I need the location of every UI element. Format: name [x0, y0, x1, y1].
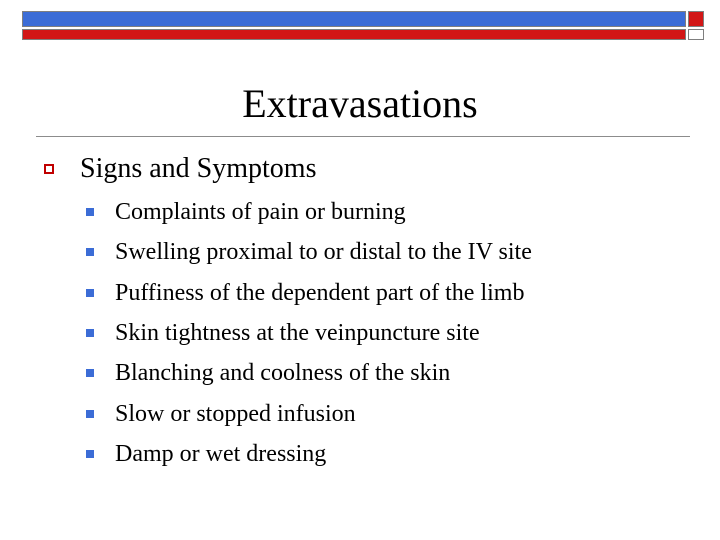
filled-square-bullet-icon	[86, 208, 94, 216]
filled-square-bullet-icon	[86, 410, 94, 418]
list-item-text: Slow or stopped infusion	[115, 400, 356, 427]
hollow-square-bullet-icon	[44, 164, 54, 174]
list-item	[86, 434, 706, 474]
slide-title: Extravasations	[242, 81, 478, 126]
filled-square-bullet-icon	[86, 289, 94, 297]
title-divider	[36, 136, 690, 137]
top-right-red-square	[688, 11, 704, 27]
list-item-text: Blanching and coolness of the skin	[115, 360, 451, 387]
filled-square-bullet-icon	[86, 248, 94, 256]
list-item	[86, 313, 706, 353]
bottom-right-white-square	[688, 29, 704, 40]
top-red-bar	[22, 29, 686, 40]
level1-bullet-item	[44, 150, 684, 188]
filled-square-bullet-icon	[86, 369, 94, 377]
symptom-list	[86, 192, 706, 474]
list-item	[86, 353, 706, 393]
list-item-text: Damp or wet dressing	[115, 440, 327, 467]
list-item	[86, 192, 706, 232]
list-item-text: Swelling proximal to or distal to the IV site	[115, 239, 532, 266]
list-item	[86, 273, 706, 313]
list-item-text: Skin tightness at the veinpuncture site	[115, 320, 480, 347]
list-item	[86, 232, 706, 272]
list-item	[86, 393, 706, 433]
filled-square-bullet-icon	[86, 450, 94, 458]
list-item-text: Puffiness of the dependent part of the limb	[115, 279, 525, 306]
list-item-text: Complaints of pain or burning	[115, 199, 406, 226]
section-heading: Signs and Symptoms	[80, 153, 317, 184]
filled-square-bullet-icon	[86, 329, 94, 337]
top-blue-bar	[22, 11, 686, 27]
